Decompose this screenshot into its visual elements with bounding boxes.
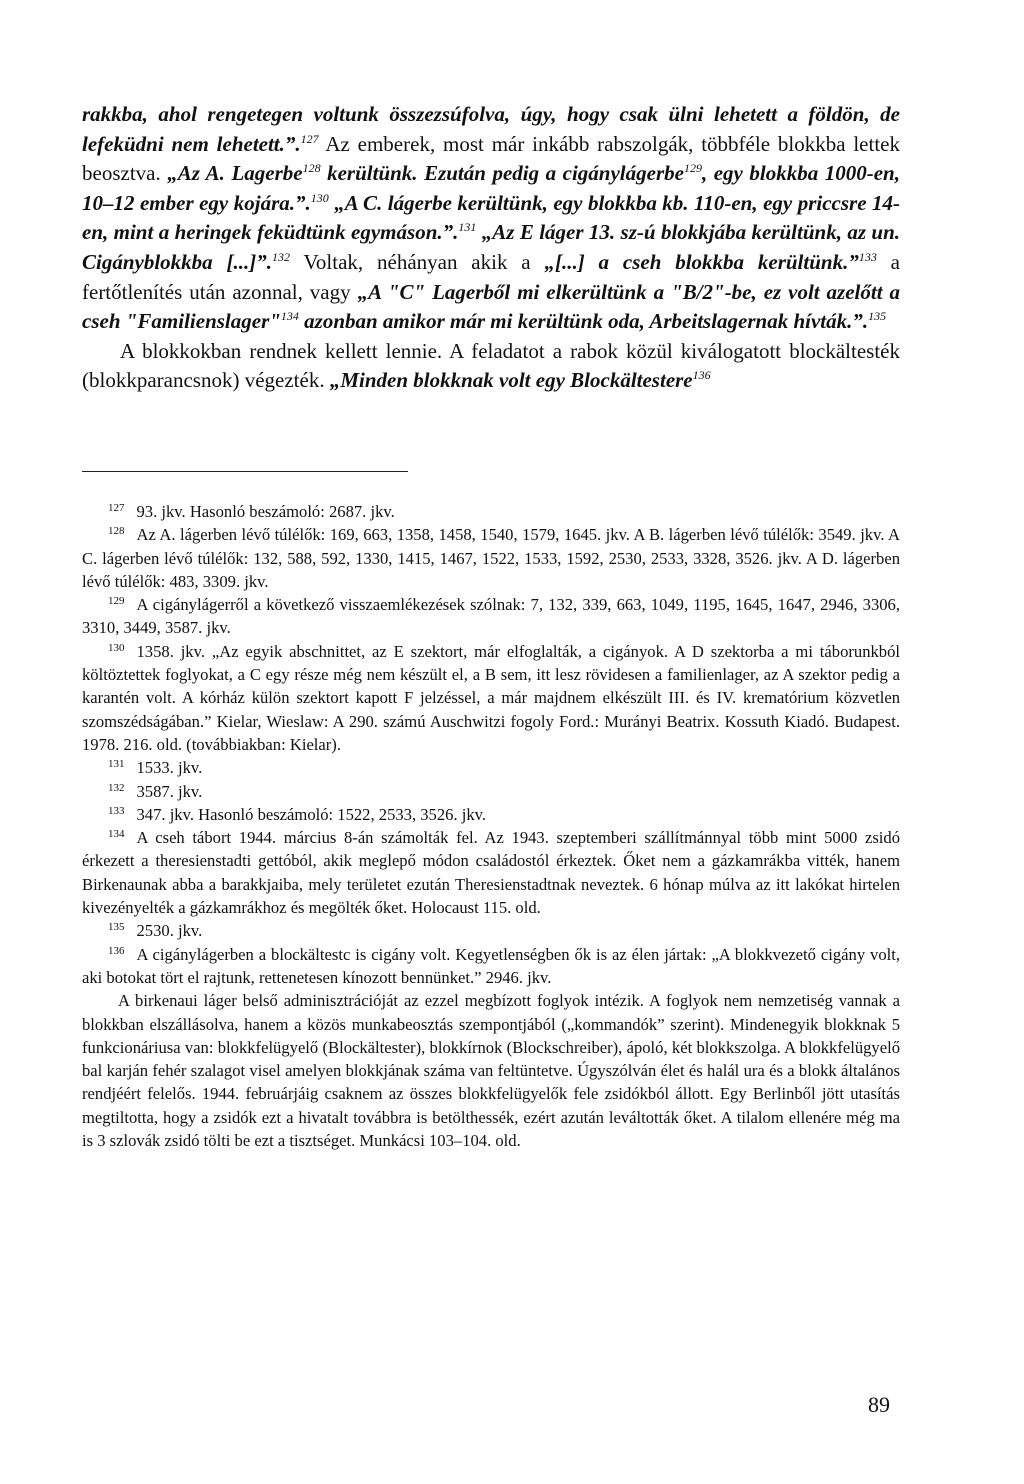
footnote-text: 2530. jkv. (136, 921, 203, 941)
main-text (82, 100, 900, 396)
footnote-132 (82, 780, 900, 803)
footnote-number: 134 (108, 828, 125, 841)
continuation-text (82, 989, 900, 1152)
footnote-number: 129 (108, 595, 125, 608)
footnote-ref: 135 (868, 309, 887, 324)
footnote-135 (82, 919, 900, 942)
footnote-number: 127 (108, 502, 125, 514)
quote-text: „A C. lágerbe kerültünk, egy blokkba kb. 110-en, egy priccsre 14-en, mint a heringek feküdtünk egymáson.”. (82, 190, 901, 245)
footnote-129 (82, 593, 900, 640)
footnote-text: 347. jkv. Hasonló beszámoló: 1522, 2533, 3526. jkv. (136, 804, 487, 824)
footnote-ref: 133 (858, 249, 877, 264)
body-text: a fertőtlenítés után azonnal, vagy (82, 249, 901, 304)
footnote-ref: 132 (272, 249, 291, 264)
footnote-text: 93. jkv. Hasonló beszámoló: 2687. jkv. (136, 502, 395, 521)
body-text: Voltak, néhányan akik a (290, 249, 545, 274)
footnote-ref: 134 (280, 309, 299, 324)
footnote-number: 130 (108, 641, 125, 654)
footnotes (82, 500, 900, 1152)
footnote-number: 133 (108, 804, 125, 817)
quote-text: „Az A. Lagerbe (167, 161, 303, 186)
footnote-ref: 130 (310, 190, 329, 205)
quote-text: „A "C" Lagerből mi elkerültünk a "B/2"-be, ez volt azelőtt a cseh "Familienslager" (82, 279, 900, 334)
footnote-ref: 129 (683, 161, 702, 176)
quote-text: , egy blokkba 1000-en, 10–12 ember egy kojára.”. (82, 161, 900, 215)
footnote-number: 131 (108, 758, 125, 771)
footnote-133 (82, 803, 900, 826)
footnote-128 (82, 523, 900, 593)
footnote-separator (82, 471, 408, 472)
body-text: Az emberek, most már inkább rabszolgák, többféle blokkba lettek beosztva. (82, 131, 900, 186)
footnote-ref: 136 (692, 368, 711, 383)
quote-text: rakkba, ahol rengetegen voltunk összezsúfolva, úgy, hogy csak ülni lehetett a földön, de lefeküdni nem lehetett.”. (82, 102, 900, 156)
footnote-number: 136 (108, 944, 125, 957)
footnote-131 (82, 756, 900, 779)
footnote-ref: 131 (458, 220, 477, 235)
footnote-ref: 128 (302, 161, 321, 176)
footnote-text: Az A. lágerben lévő túlélők: 169, 663, 1358, 1458, 1540, 1579, 1645. jkv. A B. lágerben lévő túlélők: 3549. jkv. A C. lágerben lévő túlélők: 132, 588, 592, 1330, 1415, 1467, 1522, 1533, 1592, 2530, 2533, 3328, 3526. jkv. A D. lágerben lévő túlélők: 483, 3309. jkv. (82, 525, 900, 591)
continuation-paragraph: A birkenaui láger belső adminisztrációját az ezzel megbízott foglyok intézik. A foglyok nem nemzetiség vannak a blokkban elszállásolva, hanem a közös munkabeosztás szempontjából („kommandók” szerint). Mindenegyik blokknak 5 funkcionáriusa van: blokkfelügyelő (Blockältester), blokkírnok (Blockschreiber), ápoló, két blokkszolga. A blokkfelügyelő bal karján fehér szalagot visel amelyen blokkjának száma van feltüntetve. Úgyszólván élet és halál ura és a blokk általános rendjéért felelős. 1944. februárjáig csaknem az összes blokkfelügyelők fele zsidókból állott. Egy Berlinből jött utasítás megtiltotta, hogy a zsidók ezt a hivatalt továbbra is betölthessék, ezért azután leváltották őket. A tilalom ellenére még ma is 3 szlovák zsidó tölti be ezt a tisztséget. Munkácsi 103–104. old. (82, 991, 900, 1151)
footnote-134 (82, 826, 900, 919)
footnote-136 (82, 943, 900, 990)
footnote-text: 1533. jkv. (136, 758, 203, 778)
paragraph-1 (82, 100, 900, 337)
quote-text: „[...] a cseh blokkba kerültünk.” (544, 249, 859, 274)
footnote-127 (82, 500, 900, 523)
footnote-text: A cigánylágerről a következő visszaemlékezések szólnak: 7, 132, 339, 663, 1049, 1195, 1645, 1647, 2946, 3306, 3310, 3449, 3587. jkv. (82, 595, 900, 638)
footnote-number: 132 (108, 781, 125, 794)
footnote-list (82, 500, 900, 989)
footnote-130 (82, 640, 900, 756)
quote-text: kerültünk. Ezután pedig a cigánylágerbe (320, 161, 684, 186)
quote-text: „Minden blokknak volt egy Blockältestere (329, 368, 693, 393)
quote-text: azonban amikor már mi kerültünk oda, Arbeitslagernak hívták.”. (298, 309, 869, 334)
page-number: 89 (868, 1392, 890, 1417)
footnote-text: 1358. jkv. „Az egyik abschnittet, az E szektort, már elfoglalták, a cigányok. A D szektorba a mi táborunkból költöztettek foglyokat, a C egy része még nem készült el, a B sem, itt lesz rövidesen a familienlager, az A szektor pedig a karantén volt. A kórház külön szektort kapott F jelzéssel, a már majdnem elkészült III. és IV. krematórium közvetlen szomszédságában.” Kielar, Wieslaw: A 290. számú Auschwitzi fogoly Ford.: Murányi Beatrix. Kossuth Kiadó. Budapest. 1978. 216. old. (továbbiakban: Kielar). (82, 641, 900, 754)
footnote-text: 3587. jkv. (136, 781, 203, 801)
footnote-text: A cseh tábort 1944. március 8-án számolták fel. Az 1943. szeptemberi szállítmánnyal több mint 5000 zsidó érkezett a theresienstadti gettóból, akik meglepő módon családostól érkeztek. Őket nem a gázkamrákba vitték, hanem Birkenaunak abba a barakkjaiba, mely területet ezután Theresienstadtnak neveztek. 6 hónap múlva az itt lakókat hirtelen kivezényelték a gázkamrákhoz és megölték őket. Holocaust 115. old. (82, 828, 900, 918)
paragraph-2 (82, 337, 900, 396)
body-text: A blokkokban rendnek kellett lennie. A feladatot a rabok közül kiválogatott blockältesték (blokkparancsnok) végezték. (82, 338, 900, 393)
footnote-number: 135 (108, 921, 125, 934)
footnote-number: 128 (108, 525, 125, 538)
footnote-text: A cigánylágerben a blockältestc is cigány volt. Kegyetlenségben ők is az élen jártak: „A blokkvezető cigány volt, aki botokat tört el rajtunk, rettenetesen kínozott bennünket.” 2946. jkv. (82, 944, 900, 987)
quote-text: „Az E láger 13. sz-ú blokkjába kerültünk, az un. Cigányblokkba [...]”. (82, 220, 901, 274)
footnote-ref: 127 (300, 131, 319, 146)
